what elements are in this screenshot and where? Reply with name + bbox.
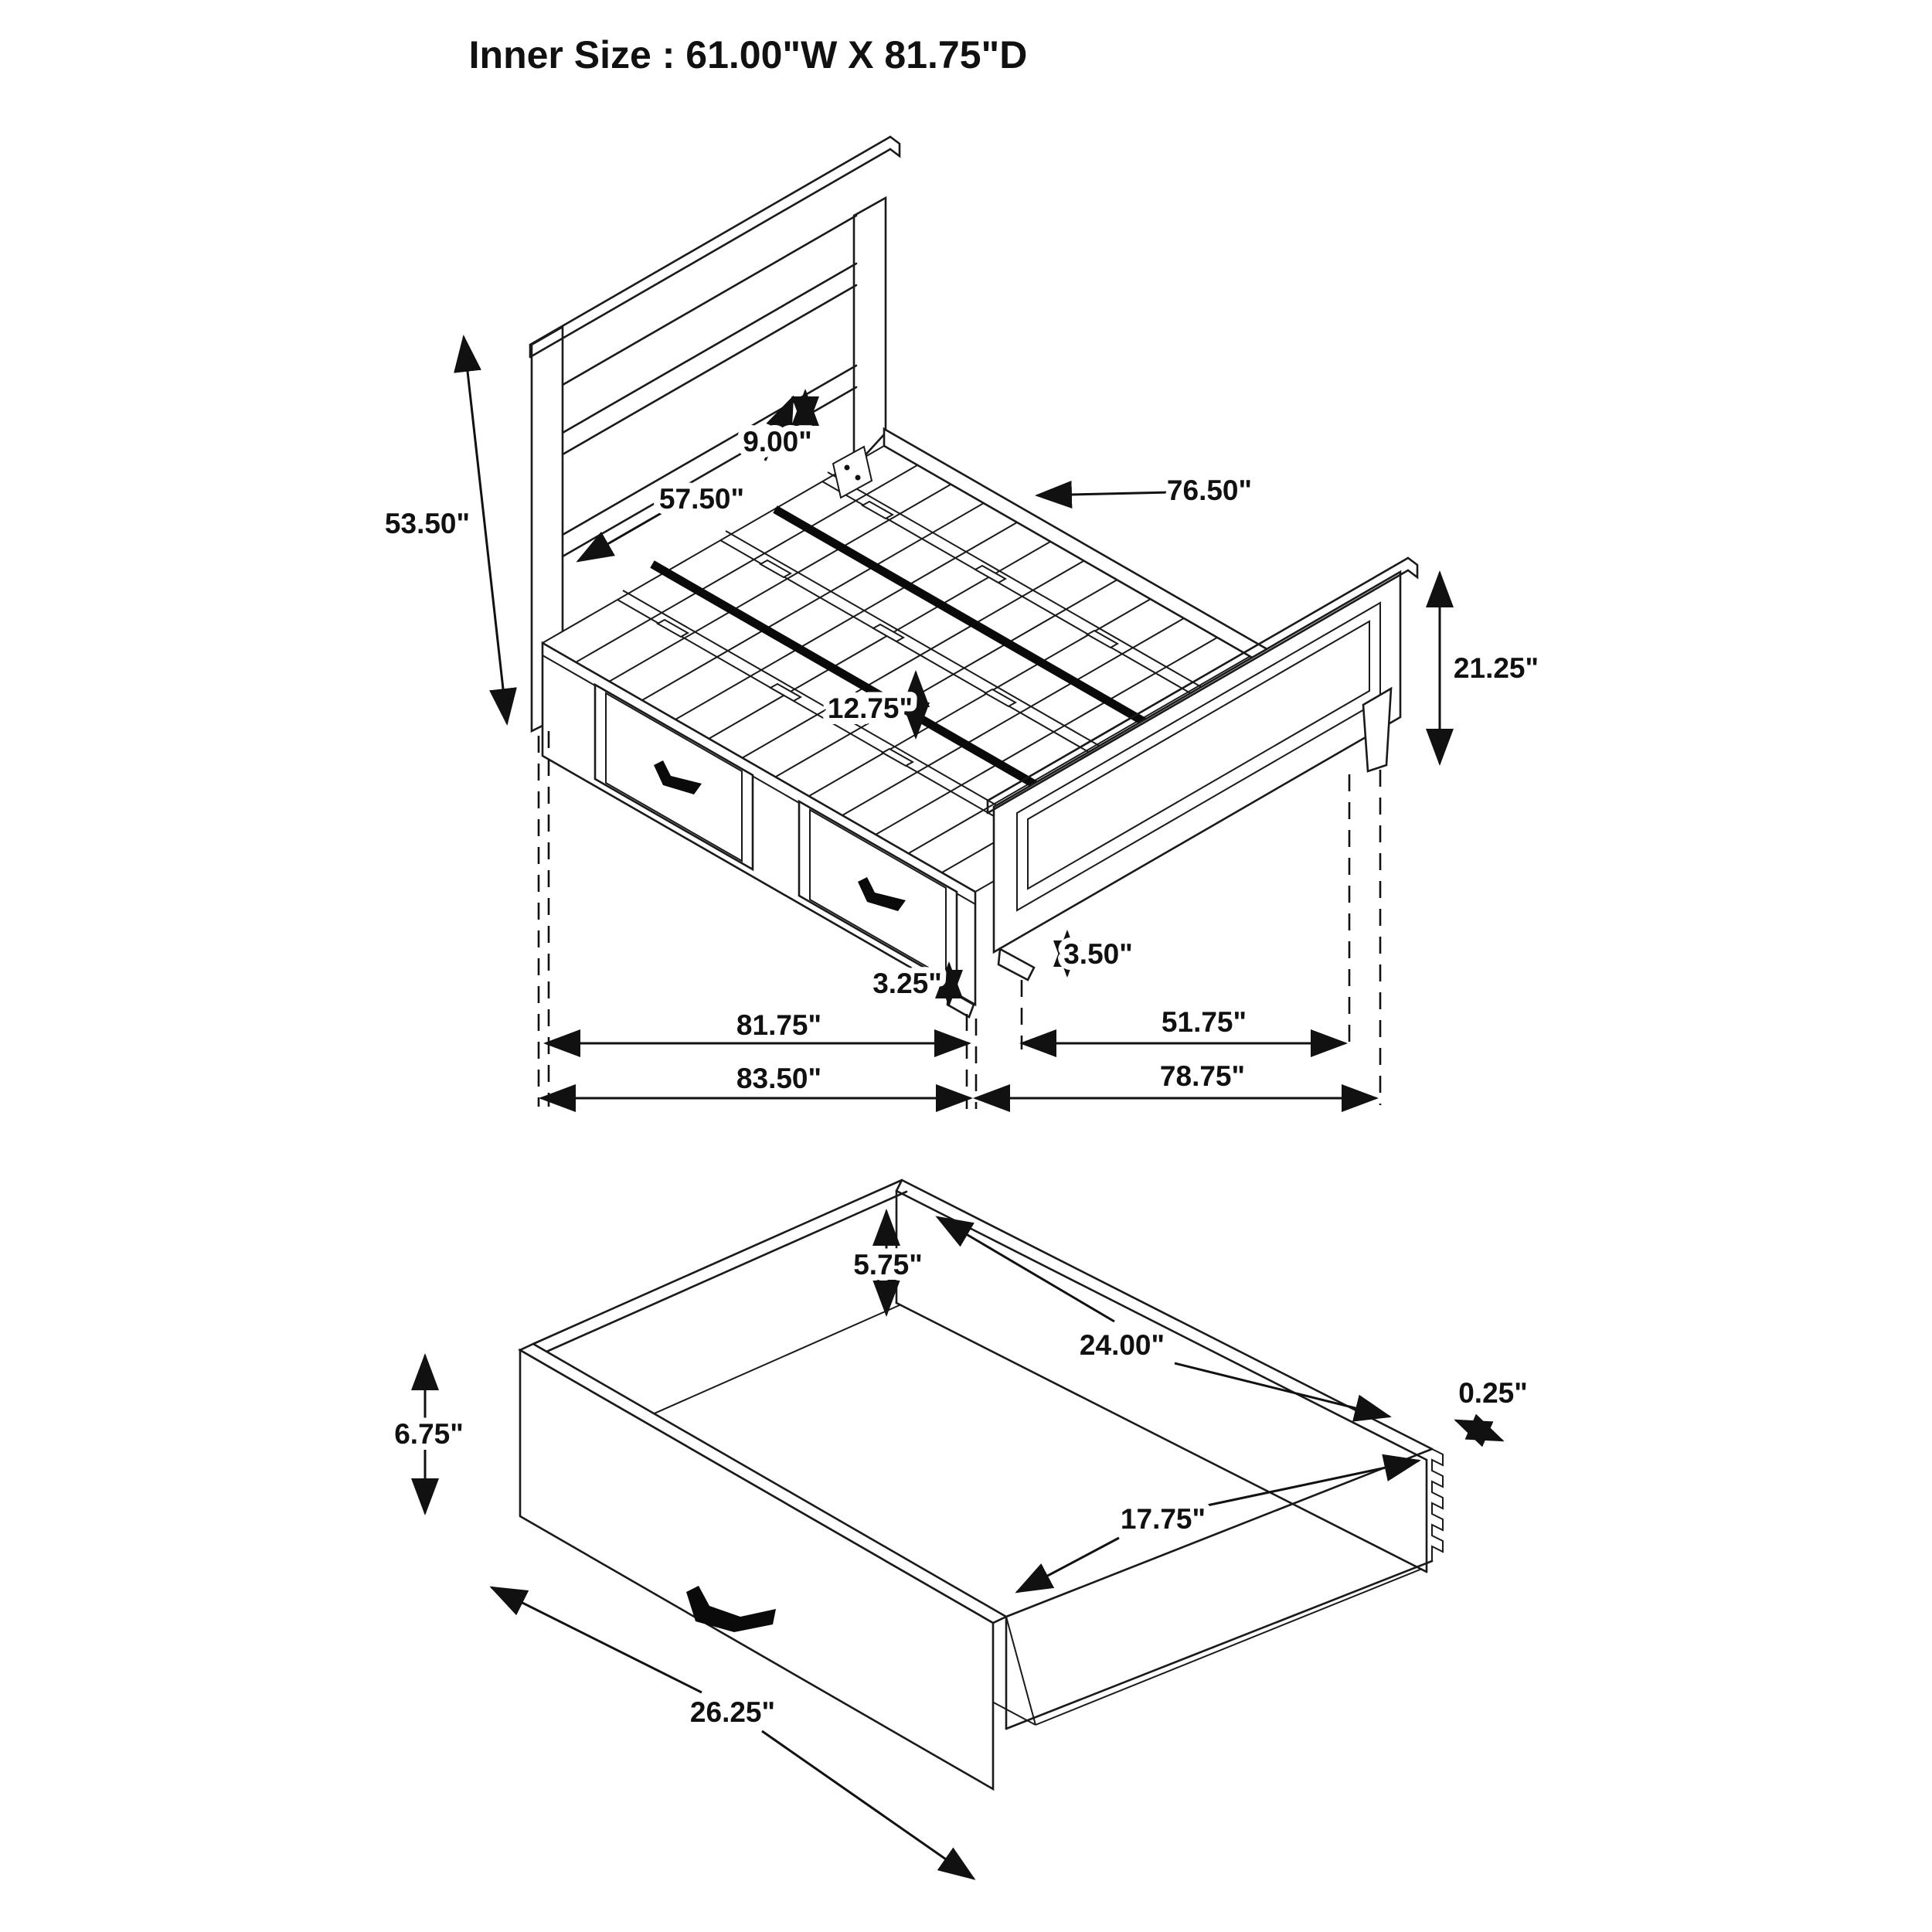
dim-drawer-inner-depth-label: 24.00" bbox=[1079, 1329, 1165, 1361]
dim-overall-length-label: 83.50" bbox=[736, 1063, 822, 1094]
dim-drawer-back-height-label: 5.75" bbox=[853, 1249, 923, 1281]
dim-drawer-front-width-label: 26.25" bbox=[689, 1696, 776, 1728]
dim-front-leg-height-label: 3.25" bbox=[872, 968, 942, 999]
dim-footboard-height-label: 21.25" bbox=[1453, 652, 1539, 684]
dim-overall-width-label: 78.75" bbox=[1159, 1060, 1246, 1092]
dim-drawer-inner-width-label: 17.75" bbox=[1120, 1503, 1206, 1535]
dim-footboard-span-label: 51.75" bbox=[1161, 1006, 1247, 1038]
dim-inner-width-label: 57.50" bbox=[658, 483, 745, 515]
bed-figure bbox=[464, 137, 1440, 1109]
dim-inner-length-label: 76.50" bbox=[1166, 474, 1253, 506]
dim-platform-height-label: 12.75" bbox=[827, 692, 913, 724]
page-title: Inner Size : 61.00"W X 81.75"D bbox=[468, 33, 1028, 77]
dim-side-rail-length-label: 81.75" bbox=[736, 1009, 822, 1041]
dim-drawer-side-thickness-label: 0.25" bbox=[1458, 1377, 1528, 1409]
drawer-figure bbox=[425, 1180, 1502, 1879]
dim-headboard-height-label: 53.50" bbox=[384, 508, 471, 539]
dim-headboard-clearance-label: 9.00" bbox=[743, 426, 812, 457]
dim-drawer-front-height-label: 6.75" bbox=[394, 1418, 464, 1450]
dim-footboard-leg-height-label: 3.50" bbox=[1063, 938, 1133, 970]
